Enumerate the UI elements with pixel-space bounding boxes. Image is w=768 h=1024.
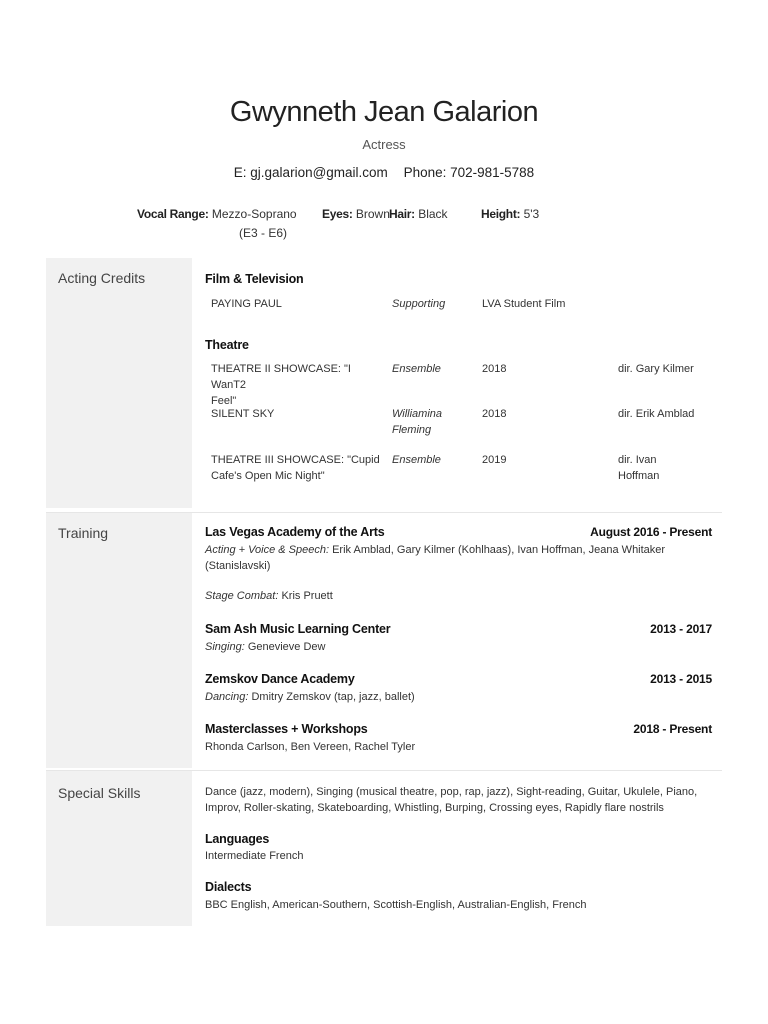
training-section — [46, 512, 722, 768]
actor-role: Actress — [362, 137, 406, 152]
dialects-heading: Dialects — [205, 880, 252, 894]
training-details: Rhonda Carlson, Ben Vereen, Rachel Tyler — [205, 741, 416, 753]
section-label: Special Skills — [58, 785, 141, 801]
eyes-label: Eyes: — [322, 207, 353, 221]
vocal-range-stat — [137, 206, 297, 241]
section-label-column — [46, 258, 192, 508]
training-dates: 2013 - 2017 — [650, 622, 712, 636]
dialects-value: BBC English, American-Southern, Scottish-English, Australian-English, French — [205, 899, 587, 911]
training-school: Masterclasses + Workshops — [205, 722, 368, 736]
credit-year: 2019 — [482, 454, 507, 466]
actor-name: Gwynneth Jean Galarion — [229, 96, 539, 128]
training-details: Singing: Genevieve Dew — [205, 641, 326, 653]
hair-value: Black — [418, 207, 448, 221]
eyes-stat — [322, 206, 390, 222]
credit-title: SILENT SKY — [211, 408, 275, 420]
languages-value: Intermediate French — [205, 850, 304, 862]
credit-year: 2018 — [482, 408, 507, 420]
training-details: Stage Combat: Kris Pruett — [205, 590, 333, 602]
credit-company: LVA Student Film — [482, 298, 566, 310]
contact-line — [0, 163, 768, 183]
credit-year: 2018 — [482, 363, 507, 375]
height-label: Height: — [481, 207, 521, 221]
training-school: Zemskov Dance Academy — [205, 672, 355, 686]
training-school: Sam Ash Music Learning Center — [205, 622, 391, 636]
credit-role: Supporting — [392, 298, 446, 310]
height-value: 5'3 — [523, 207, 540, 221]
vocal-range-value: Mezzo-Soprano — [211, 207, 297, 221]
acting-credits-section — [46, 258, 722, 508]
phone-text: Phone: 702-981-5788 — [403, 165, 535, 180]
training-dates: August 2016 - Present — [590, 525, 712, 539]
special-skills-section — [46, 770, 722, 926]
vocal-range-label: Vocal Range: — [137, 207, 209, 221]
training-details: Dancing: Dmitry Zemskov (tap, jazz, ballet) — [205, 691, 415, 703]
credit-role: Williamina Fleming — [392, 408, 443, 436]
skills-list: Dance (jazz, modern), Singing (musical theatre, pop, rap, jazz), Sight-reading, Guitar, Ukulele, Piano, Improv, Roller-skating, Skateboarding, Whistling, Burping, Crossing eyes, Rapidly flare nostrils — [205, 786, 698, 814]
section-label: Acting Credits — [58, 270, 146, 286]
training-details: Acting + Voice & Speech: Erik Amblad, Gary Kilmer (Kohlhaas), Ivan Hoffman, Jeana Whitaker (Stanislavski) — [205, 544, 666, 572]
email-text: E: gj.galarion@gmail.com — [233, 165, 388, 180]
credit-role: Ensemble — [392, 363, 441, 375]
training-school: Las Vegas Academy of the Arts — [205, 525, 385, 539]
eyes-value: Brown — [355, 207, 390, 221]
height-stat — [481, 206, 539, 222]
hair-label: Hair: — [389, 207, 415, 221]
theatre-heading: Theatre — [205, 338, 249, 352]
credit-title: PAYING PAUL — [211, 298, 282, 310]
resume-header — [0, 90, 768, 183]
training-dates: 2013 - 2015 — [650, 672, 712, 686]
credit-title: THEATRE II SHOWCASE: "I WanT2 Feel" — [211, 363, 351, 407]
credit-title: THEATRE III SHOWCASE: "Cupid Cafe's Open Mic Night" — [211, 454, 380, 482]
languages-heading: Languages — [205, 832, 270, 846]
training-dates: 2018 - Present — [633, 722, 712, 736]
credit-role: Ensemble — [392, 454, 441, 466]
credit-director: dir. Erik Amblad — [618, 408, 695, 420]
section-label-column — [46, 513, 192, 768]
hair-stat — [389, 206, 448, 222]
vocal-range-notes: (E3 - E6) — [239, 226, 288, 240]
film-heading: Film & Television — [205, 272, 304, 286]
credit-director: dir. Ivan Hoffman — [618, 454, 660, 482]
credit-director: dir. Gary Kilmer — [618, 363, 694, 375]
section-label: Training — [58, 525, 109, 541]
